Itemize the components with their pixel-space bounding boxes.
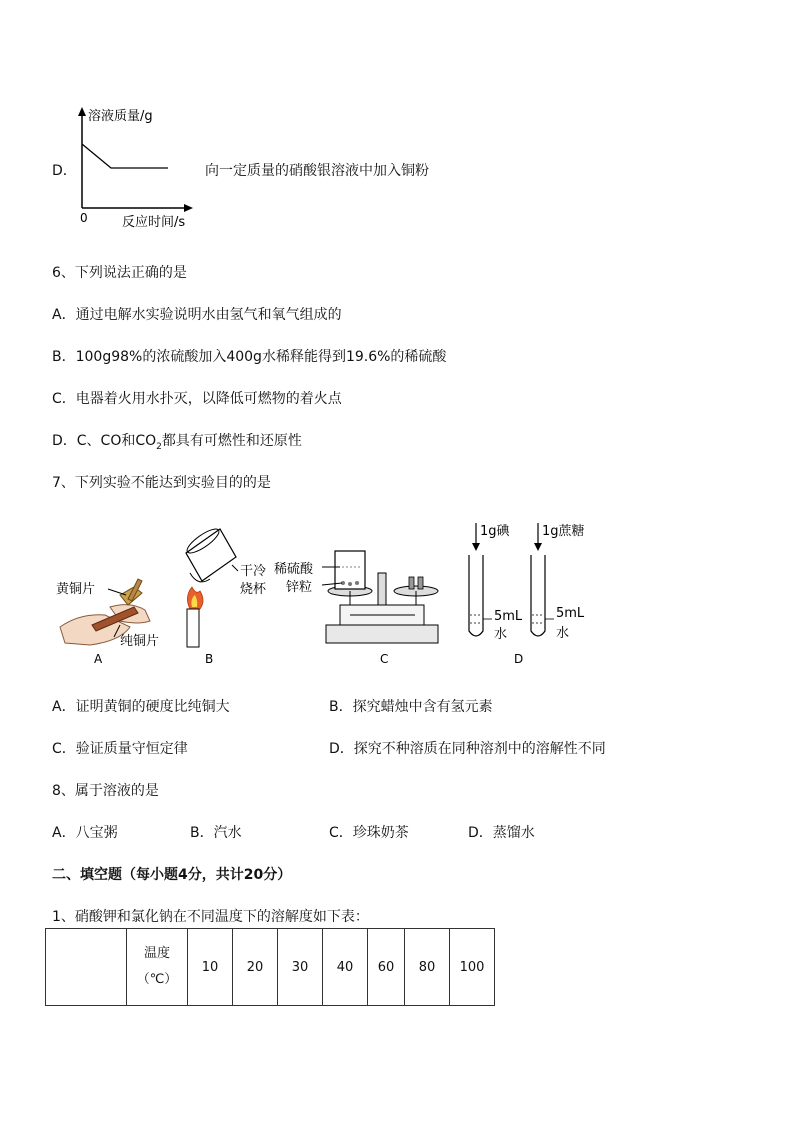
figure-a-scratch — [56, 579, 159, 666]
q5-option-d-text: 向一定质量的硝酸银溶液中加入铜粉 — [205, 163, 429, 179]
figure-b-label-beaker: 烧杯 — [240, 582, 267, 597]
q6-option-b: B．100g98%的浓硫酸加入400g水稀释能得到19.6%的稀硫酸 — [52, 349, 447, 365]
q6-option-c: C．电器着火用水扑灭，以降低可燃物的着火点 — [52, 391, 342, 407]
figure-d-letter: D — [514, 652, 524, 666]
figure-a-label-brass: 黄铜片 — [56, 582, 96, 597]
figure-b-candle — [184, 525, 267, 666]
figure-d-vol1: 5mL — [494, 609, 523, 624]
q7-figure — [50, 515, 610, 675]
figure-d-test-tubes — [469, 523, 585, 666]
table-cell-temp: 40 — [323, 929, 368, 1006]
solubility-table — [45, 928, 495, 1006]
figure-a-label-copper: 纯铜片 — [120, 634, 160, 649]
graph-x-arrow — [184, 204, 193, 212]
q6-stem: 6、下列说法正确的是 — [52, 265, 187, 281]
table-row — [46, 929, 495, 1006]
q5-option-d-letter: D． — [52, 163, 77, 179]
figure-a-letter: A — [94, 652, 103, 666]
table-cell-temp: 30 — [278, 929, 323, 1006]
figure-c-label-acid: 稀硫酸 — [274, 562, 314, 577]
figure-d-vol2: 5mL — [556, 606, 585, 621]
graph-y-arrow — [78, 107, 86, 116]
section-title: 二、填空题（每小题4分，共计20分） — [52, 867, 292, 883]
figure-d-tube2-top: 1g蔗糖 — [542, 524, 585, 539]
graph-ylabel: 溶液质量/g — [88, 109, 153, 124]
q6-option-d — [52, 430, 302, 452]
q8-option-d: D．蒸馏水 — [468, 825, 535, 841]
table-header-label-line2: （℃） — [136, 972, 178, 987]
q8-option-a: A．八宝粥 — [52, 825, 118, 841]
figure-c-label-zinc: 锌粒 — [286, 580, 313, 595]
table-cell-temp: 60 — [368, 929, 405, 1006]
table-header-label-line1: 温度 — [143, 946, 170, 961]
table-cell-temp: 20 — [233, 929, 278, 1006]
q7-option-d: D．探究不种溶质在同种溶剂中的溶解性不同 — [329, 741, 606, 757]
q7-option-b: B．探究蜡烛中含有氢元素 — [329, 699, 493, 715]
q8-stem: 8、属于溶液的是 — [52, 783, 159, 799]
q6-option-d-pre: D．C、CO和CO — [52, 433, 157, 449]
table-header-label — [127, 929, 188, 1006]
figure-d-water1: 水 — [494, 627, 508, 642]
q7-option-c: C．验证质量守恒定律 — [52, 741, 188, 757]
graph-xlabel: 反应时间/s — [122, 215, 186, 230]
q8-option-b: B．汽水 — [190, 825, 242, 841]
table-cell-temp: 10 — [188, 929, 233, 1006]
table-cell-temp: 80 — [405, 929, 450, 1006]
q7-stem: 7、下列实验不能达到实验目的的是 — [52, 475, 271, 491]
table-cell-temp: 100 — [450, 929, 495, 1006]
q7-option-a: A．证明黄铜的硬度比纯铜大 — [52, 699, 230, 715]
graph-curve — [82, 144, 168, 168]
figure-c-letter: C — [380, 652, 389, 666]
figure-b-letter: B — [205, 652, 214, 666]
figure-b-label-cold: 干冷 — [240, 564, 267, 579]
graph-origin: 0 — [80, 211, 88, 225]
figure-d-tube1-top: 1g碘 — [480, 524, 510, 539]
q8-option-c: C．珍珠奶茶 — [329, 825, 409, 841]
q6-option-a: A．通过电解水实验说明水由氢气和氧气组成的 — [52, 307, 342, 323]
figure-c-balance — [274, 551, 438, 666]
figure-d-water2: 水 — [556, 626, 570, 641]
fill1-stem: 1、硝酸钾和氯化钠在不同温度下的溶解度如下表： — [52, 909, 369, 925]
q5-graph — [68, 104, 198, 230]
q6-option-d-post: 都具有可燃性和还原性 — [161, 433, 302, 449]
table-cell-empty — [46, 929, 127, 1006]
q6-option-d-sub: 2 — [156, 441, 162, 452]
